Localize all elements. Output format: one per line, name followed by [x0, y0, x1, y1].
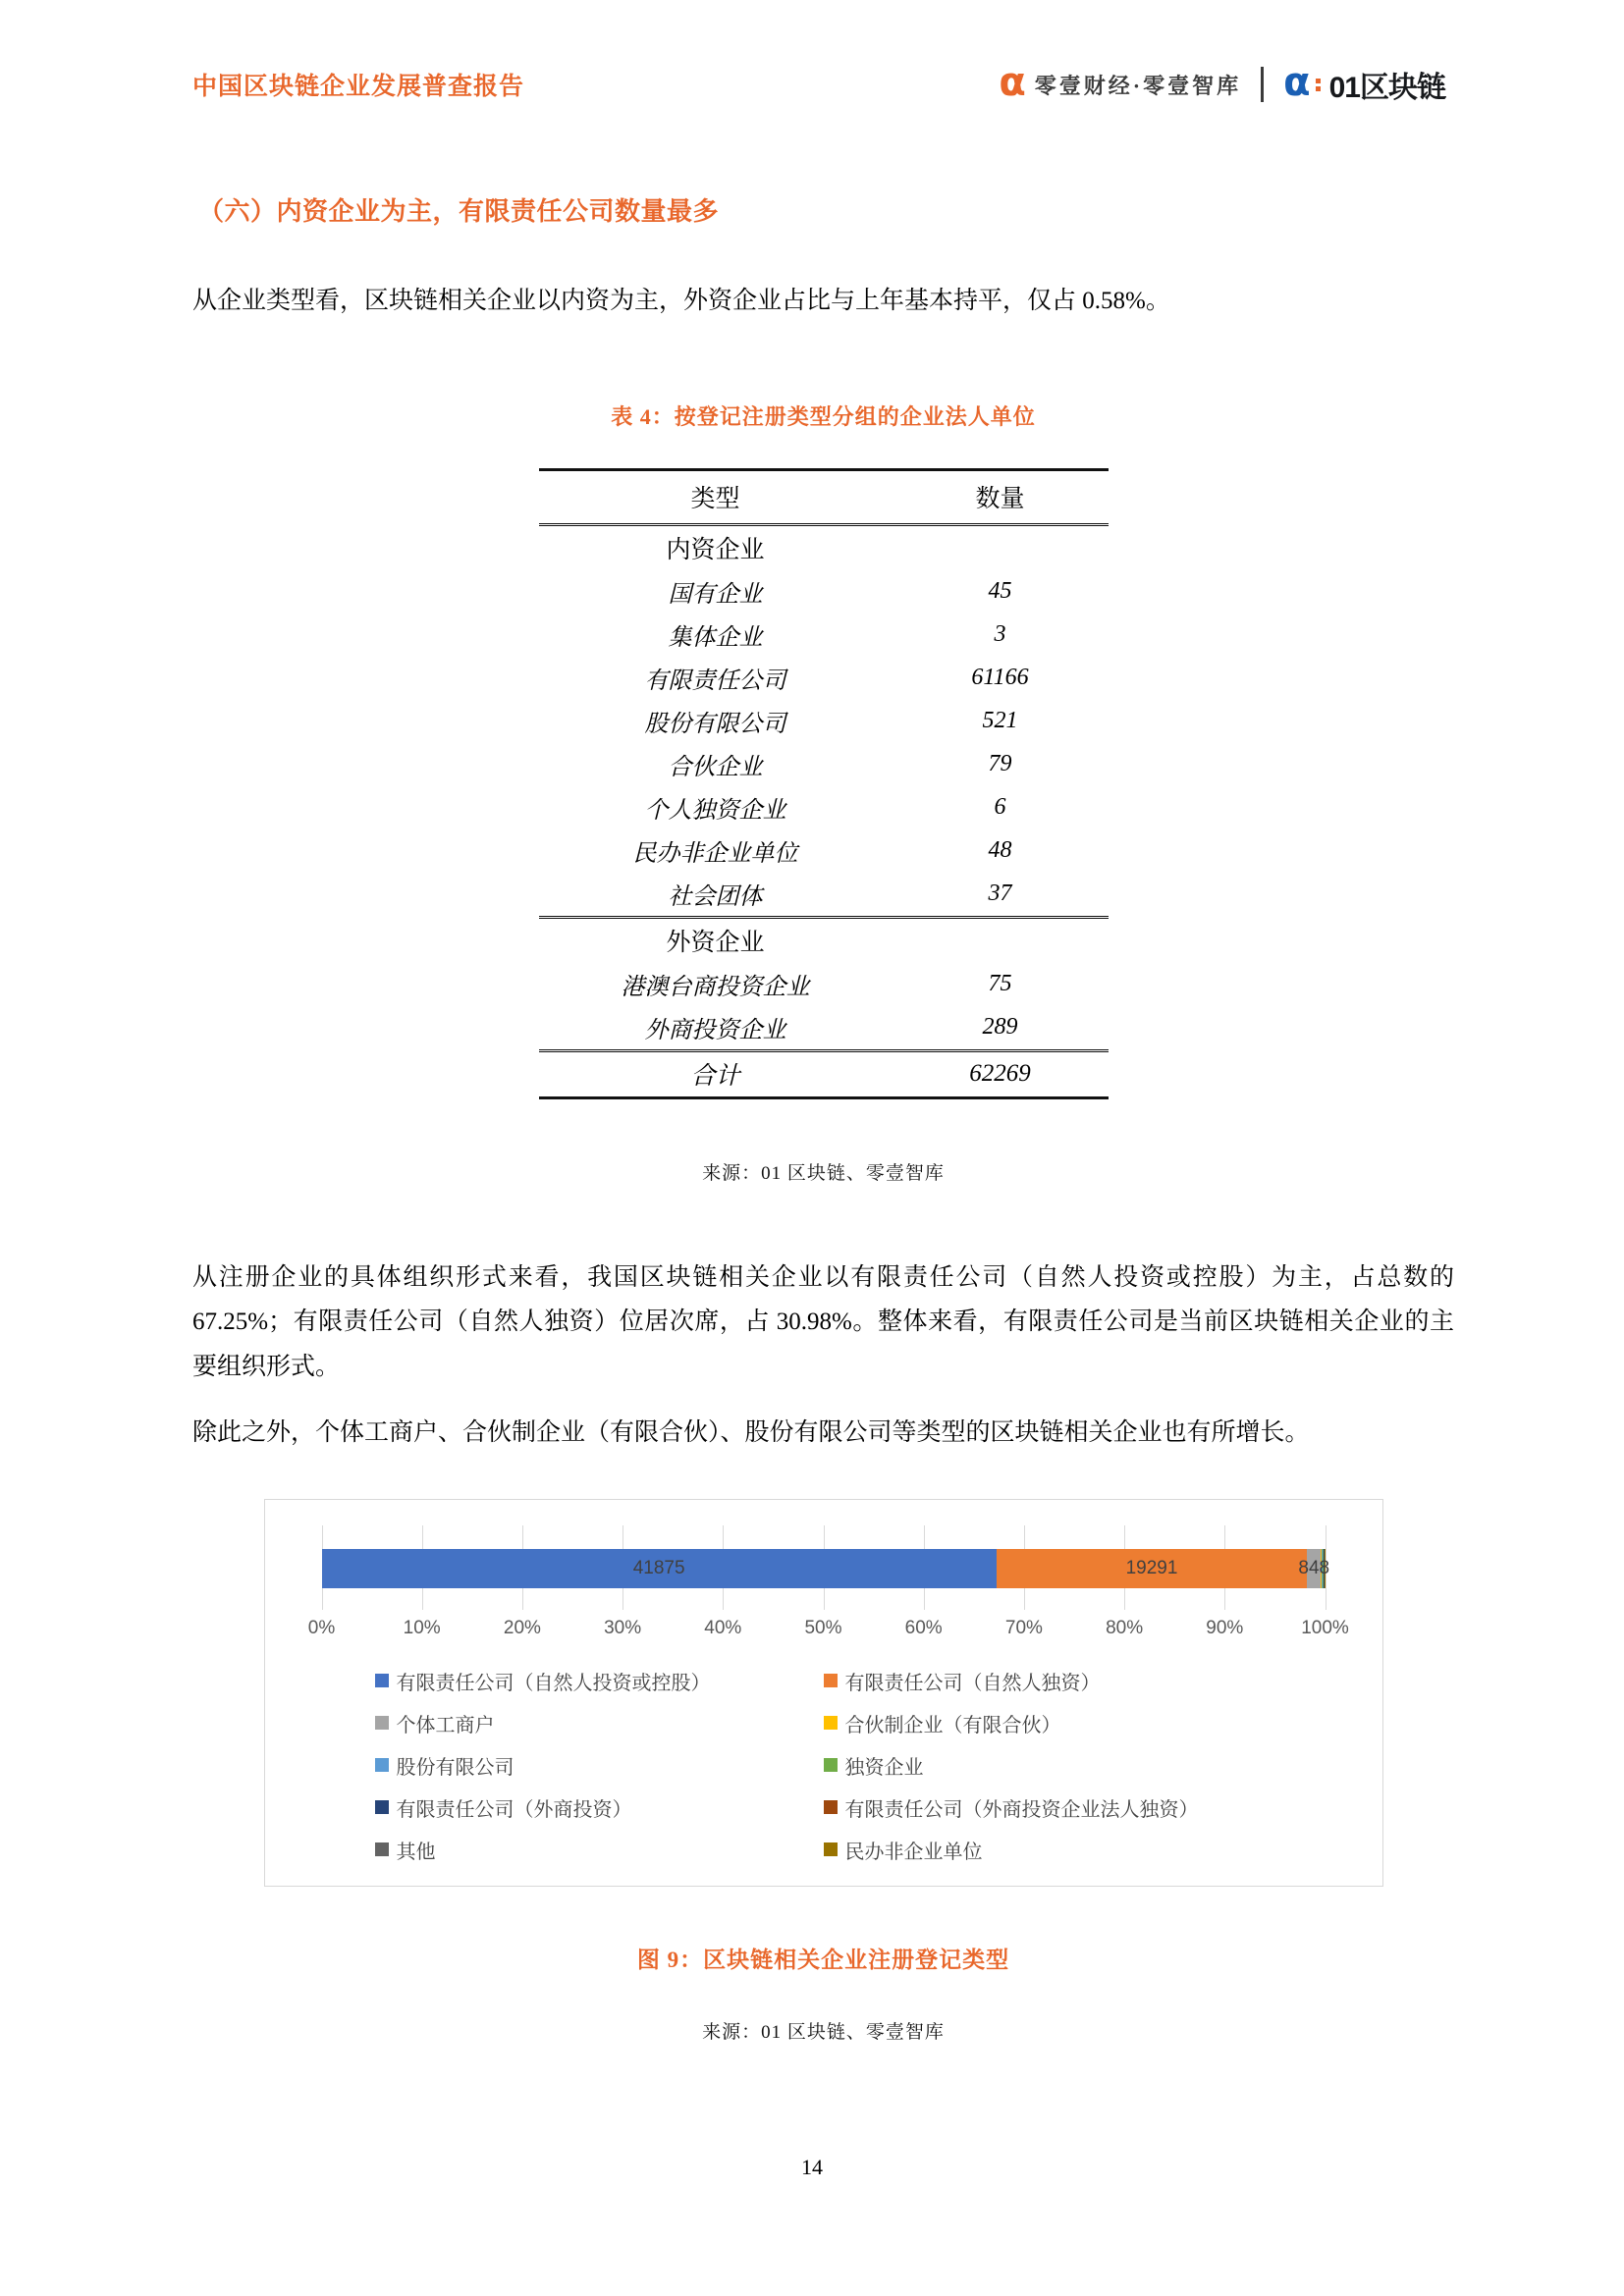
legend-swatch — [375, 1842, 389, 1856]
cell-count: 289 — [982, 1013, 1018, 1040]
x-tick-label: 60% — [904, 1617, 943, 1638]
table-row — [539, 743, 1109, 786]
alpha-blue-icon: α — [1283, 60, 1311, 105]
total-count: 62269 — [893, 1050, 1109, 1097]
bar-segment — [997, 1549, 1308, 1588]
legend-swatch — [824, 1758, 838, 1772]
table-total-row — [539, 1050, 1109, 1097]
table-caption: 表 4：按登记注册类型分组的企业法人单位 — [611, 403, 1036, 429]
section-heading: （六）内资企业为主，有限责任公司数量最多 — [198, 196, 720, 226]
legend-item[interactable] — [375, 1793, 812, 1822]
legend-item[interactable] — [824, 1793, 1284, 1822]
chart-plot-area — [304, 1525, 1349, 1864]
page-number: 14 — [801, 2155, 823, 2179]
cell-count: 37 — [988, 880, 1012, 906]
table-group-row — [539, 524, 1109, 570]
legend-item[interactable] — [375, 1836, 812, 1864]
table-body — [539, 524, 1109, 1097]
table-row — [539, 700, 1109, 743]
legend-label: 有限责任公司（外商投资） — [396, 1798, 632, 1821]
x-tick-label: 100% — [1301, 1617, 1349, 1638]
bar-segment — [1298, 1549, 1330, 1588]
table-header-row — [539, 469, 1109, 524]
cell-type: 集体企业 — [668, 624, 763, 651]
figure-source-note: 来源：01 区块链、零壹智库 — [702, 2021, 945, 2043]
legend-item[interactable] — [824, 1836, 1284, 1864]
chart-x-axis — [307, 1616, 1349, 1645]
paragraph-spacer — [192, 1401, 1454, 1411]
x-tick-label: 30% — [604, 1617, 642, 1638]
legend-label: 有限责任公司（自然人投资或控股） — [396, 1672, 711, 1694]
logo-divider — [1261, 67, 1264, 102]
legend-label: 民办非企业单位 — [844, 1841, 983, 1863]
table-row — [539, 570, 1109, 614]
legend-label: 股份有限公司 — [396, 1756, 514, 1779]
cell-type: 合伙企业 — [668, 754, 763, 780]
table-group-label: 外资企业 — [539, 917, 893, 963]
report-title: 中国区块链企业发展普查报告 — [192, 73, 525, 100]
legend-label: 其他 — [396, 1841, 436, 1863]
intro-paragraph: 从企业类型看，区块链相关企业以内资为主，外资企业占比与上年基本持平，仅占 0.58%。 — [192, 288, 1170, 314]
x-tick-label: 20% — [503, 1617, 541, 1638]
table-group-row — [539, 917, 1109, 963]
legend-label: 个体工商户 — [396, 1714, 495, 1736]
stacked-bar — [322, 1549, 1330, 1588]
paragraph-2: 除此之外，个体工商户、合伙制企业（有限合伙）、股份有限公司等类型的区块链相关企业也有所增长。 — [192, 1419, 1310, 1446]
figure-caption: 图 9：区块链相关企业注册登记类型 — [636, 1947, 1010, 1972]
registration-type-table — [539, 468, 1109, 1099]
x-tick-label: 80% — [1106, 1617, 1144, 1638]
table-row — [539, 786, 1109, 829]
legend-label: 独资企业 — [844, 1756, 924, 1779]
cell-count: 75 — [988, 970, 1012, 996]
alpha-orange-icon: α — [999, 60, 1026, 105]
legend-swatch — [375, 1800, 389, 1814]
legend-swatch — [824, 1716, 838, 1730]
table-row — [539, 657, 1109, 700]
cell-type: 社会团体 — [668, 883, 763, 910]
chart-plot — [322, 1525, 1330, 1610]
table-row — [539, 614, 1109, 657]
bar-segment — [322, 1549, 997, 1588]
legend-swatch — [824, 1674, 838, 1687]
logo-01blockchain-label: 01区块链 — [1328, 72, 1445, 104]
table-source-note: 来源：01 区块链、零壹智库 — [702, 1162, 945, 1184]
dots-icon — [1316, 79, 1321, 91]
x-tick-label: 0% — [307, 1617, 336, 1638]
logo-01blockchain — [1283, 60, 1445, 106]
legend-swatch — [824, 1800, 838, 1814]
legend-swatch — [375, 1716, 389, 1730]
column-header-type: 类型 — [539, 469, 893, 524]
legend-label: 有限责任公司（外商投资企业法人独资） — [844, 1798, 1199, 1821]
legend-item[interactable] — [824, 1751, 1284, 1780]
table-group-count — [893, 917, 1109, 963]
table-row — [539, 829, 1109, 873]
legend-swatch — [375, 1674, 389, 1687]
table-row — [539, 963, 1109, 1006]
paragraph-1: 从注册企业的具体组织形式来看，我国区块链相关企业以有限责任公司（自然人投资或控股）为主，占总数的 67.25%；有限责任公司（自然人独资）位居次席，占 30.98%。整体来看，有限责任公司是当前区块链相关企业的主要组织形式。 — [192, 1263, 1454, 1380]
legend-swatch — [824, 1842, 838, 1856]
cell-count: 6 — [994, 793, 1006, 820]
table-group-label: 内资企业 — [666, 536, 765, 563]
legend-item[interactable] — [375, 1667, 812, 1695]
x-tick-label: 10% — [403, 1617, 441, 1638]
total-label: 合计 — [539, 1050, 893, 1097]
x-tick-label: 50% — [804, 1617, 842, 1638]
legend-item[interactable] — [375, 1709, 812, 1737]
table-block — [192, 400, 1454, 1185]
analysis-paragraphs — [192, 1255, 1454, 1456]
publisher-logos — [999, 60, 1445, 106]
cell-count: 79 — [988, 750, 1012, 776]
cell-count: 45 — [988, 577, 1012, 604]
logo-yiou — [999, 60, 1242, 105]
x-tick-label: 70% — [1004, 1617, 1043, 1638]
page-header — [0, 57, 1624, 112]
cell-type: 有限责任公司 — [644, 667, 786, 694]
cell-type: 民办非企业单位 — [632, 840, 798, 867]
chart-container — [264, 1499, 1383, 1887]
chart-legend — [375, 1667, 1284, 1864]
cell-type: 股份有限公司 — [644, 711, 786, 737]
cell-type: 国有企业 — [668, 581, 763, 608]
column-header-count: 数量 — [893, 469, 1109, 524]
cell-count: 3 — [994, 620, 1006, 647]
document-content — [192, 191, 1454, 2044]
cell-type: 港澳台商投资企业 — [621, 974, 810, 1000]
legend-label: 有限责任公司（自然人独资） — [844, 1672, 1101, 1694]
legend-swatch — [375, 1758, 389, 1772]
x-tick-label: 90% — [1206, 1617, 1244, 1638]
cell-type: 外商投资企业 — [644, 1017, 786, 1043]
legend-item[interactable] — [824, 1709, 1284, 1737]
table-row — [539, 1006, 1109, 1051]
cell-count: 61166 — [971, 664, 1029, 690]
bar-segment-label: 41875 — [632, 1557, 685, 1578]
cell-count: 521 — [982, 707, 1018, 733]
table-row — [539, 873, 1109, 918]
bar-segment-label: 848 — [1298, 1557, 1330, 1578]
logo-yiou-label: 零壹财经·零壹智库 — [1034, 73, 1242, 98]
cell-count: 48 — [988, 836, 1012, 863]
x-tick-label: 40% — [704, 1617, 742, 1638]
cell-type: 个人独资企业 — [644, 797, 786, 824]
legend-item[interactable] — [375, 1751, 812, 1780]
table-group-count — [893, 524, 1109, 570]
bar-segment-label: 19291 — [1125, 1557, 1178, 1578]
legend-label: 合伙制企业（有限合伙） — [844, 1714, 1061, 1736]
legend-item[interactable] — [824, 1667, 1284, 1695]
